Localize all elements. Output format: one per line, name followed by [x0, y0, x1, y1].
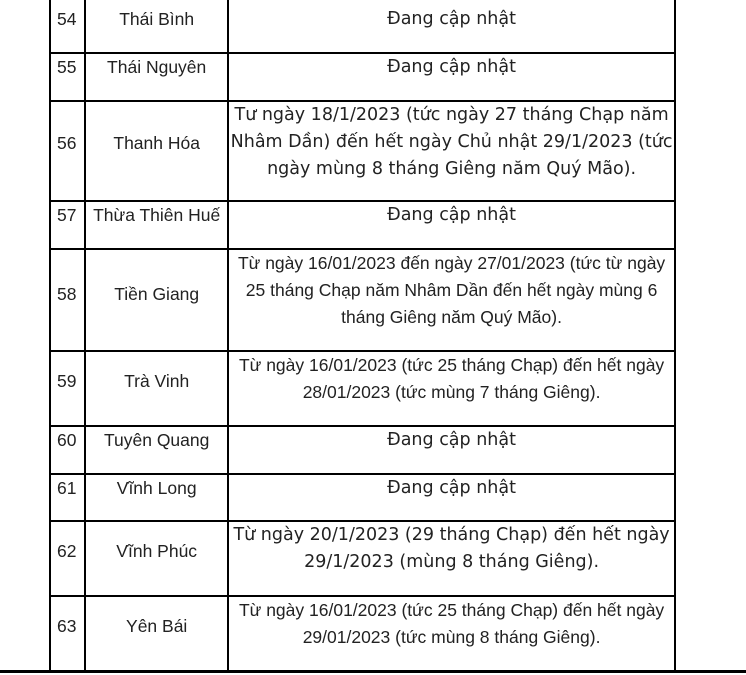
schedule-info: Đang cập nhật	[228, 474, 675, 521]
table-row	[50, 249, 675, 351]
row-number: 57	[50, 201, 85, 249]
province-name: Trà Vinh	[85, 351, 228, 426]
province-name: Thanh Hóa	[85, 101, 228, 201]
row-number: 62	[50, 521, 85, 596]
table-row	[50, 201, 675, 249]
province-name: Vĩnh Phúc	[85, 521, 228, 596]
province-name: Yên Bái	[85, 596, 228, 671]
page-bottom-rule	[0, 670, 746, 673]
table-row	[50, 0, 675, 53]
schedule-info: Đang cập nhật	[228, 53, 675, 101]
province-name: Thái Nguyên	[85, 53, 228, 101]
table-row	[50, 351, 675, 426]
table-row	[50, 101, 675, 201]
schedule-info: Từ ngày 20/1/2023 (29 tháng Chạp) đến hết ngày 29/1/2023 (mùng 8 tháng Giêng).	[228, 521, 675, 596]
table-row	[50, 426, 675, 474]
table-row	[50, 474, 675, 521]
row-number: 55	[50, 53, 85, 101]
row-number: 59	[50, 351, 85, 426]
province-name: Tiền Giang	[85, 249, 228, 351]
schedule-info: Từ ngày 16/01/2023 (tức 25 tháng Chạp) đến hết ngày 28/01/2023 (tức mùng 7 tháng Giêng).	[228, 351, 675, 426]
row-number: 58	[50, 249, 85, 351]
row-number: 61	[50, 474, 85, 521]
schedule-info: Từ ngày 16/01/2023 đến ngày 27/01/2023 (tức từ ngày 25 tháng Chạp năm Nhâm Dần đến hết ngày mùng 6 tháng Giêng năm Quý Mão).	[228, 249, 675, 351]
province-name: Thừa Thiên Huế	[85, 201, 228, 249]
row-number: 56	[50, 101, 85, 201]
schedule-info: Tư ngày 18/1/2023 (tức ngày 27 tháng Chạp năm Nhâm Dần) đến hết ngày Chủ nhật 29/1/2023 (tức ngày mùng 8 tháng Giêng năm Quý Mão).	[228, 101, 675, 201]
province-name: Vĩnh Long	[85, 474, 228, 521]
province-name: Tuyên Quang	[85, 426, 228, 474]
row-number: 54	[50, 0, 85, 53]
holiday-schedule-table	[49, 0, 676, 672]
table-row	[50, 521, 675, 596]
table-row	[50, 53, 675, 101]
schedule-info: Đang cập nhật	[228, 201, 675, 249]
row-number: 60	[50, 426, 85, 474]
schedule-info: Từ ngày 16/01/2023 (tức 25 tháng Chạp) đến hết ngày 29/01/2023 (tức mùng 8 tháng Giêng).	[228, 596, 675, 671]
province-name: Thái Bình	[85, 0, 228, 53]
row-number: 63	[50, 596, 85, 671]
schedule-info: Đang cập nhật	[228, 426, 675, 474]
table-row	[50, 596, 675, 671]
schedule-info: Đang cập nhật	[228, 0, 675, 53]
